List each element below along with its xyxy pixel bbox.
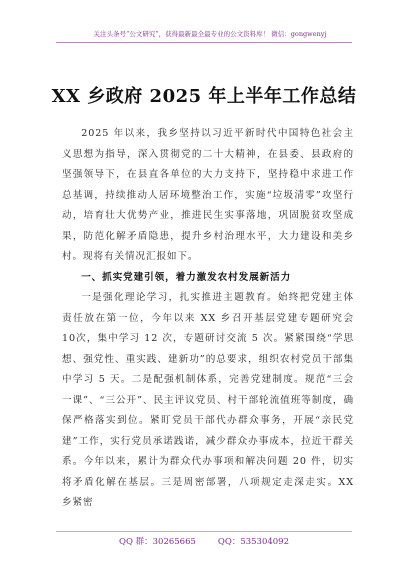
qq-group-label: QQ 群：30265665 — [118, 537, 196, 547]
intro-paragraph: 2025 年以来，我乡坚持以习近平新时代中国特色社会主义思想为指导，深入贯彻党的二十大精神，在县委、县政府的坚强领导下，在县直各单位的大力支持下，坚持稳中求进工作总基调，持续推动人居环境整治工作，实施“垃圾清零”攻坚行动，培育壮大优势产业，推进民生实事落地，巩固脱贫攻坚成果，防范化解矛盾隐患，提升乡村治理水平，大力建设和美乡村。现将有关情况汇报如下。 — [62, 128, 354, 262]
header-notice: 关注头条号“公文研究”，获得最新最全最专业的公文资料库！ 微信：gongwenyj — [93, 30, 327, 38]
document-body — [62, 124, 354, 514]
qq-contact-label: QQ：535304092 — [217, 537, 289, 547]
section-heading: 一、抓实党建引领，着力激发农村发展新活力 — [81, 271, 292, 283]
document-title: XX 乡政府 2025 年上半年工作总结 — [51, 86, 357, 107]
footer-contact — [0, 535, 408, 547]
footer-divider — [56, 531, 352, 532]
section-paragraph: 一是强化理论学习，扎实推进主题教育。始终把党建主体责任放在第一位，今年以来 XX 乡召开基层党建专题研究会 10次，集中学习 12 次，专题研讨交流 5 次。紧紧围绕“学思想、强党性、重实践、建新功”的总要求，组织农村党员干部集中学习 5 天。二是配强机制体系，完善党建制度。规范“三会一课”、“三公开”、民主评议党员、村干部轮流值班等制度，确保严格落实到位。紧盯党员干部代办群众事务，开展“亲民党建”工作，实行党员承诺践诺，减少群众办事成本，拉近干群关系。今年以来，累计为群众代办事项和解决问题 20 件，切实将矛盾化解在基层。三是周密部署，八项规定走深走实。XX 乡紧密 — [62, 292, 354, 508]
header-divider — [56, 42, 352, 43]
